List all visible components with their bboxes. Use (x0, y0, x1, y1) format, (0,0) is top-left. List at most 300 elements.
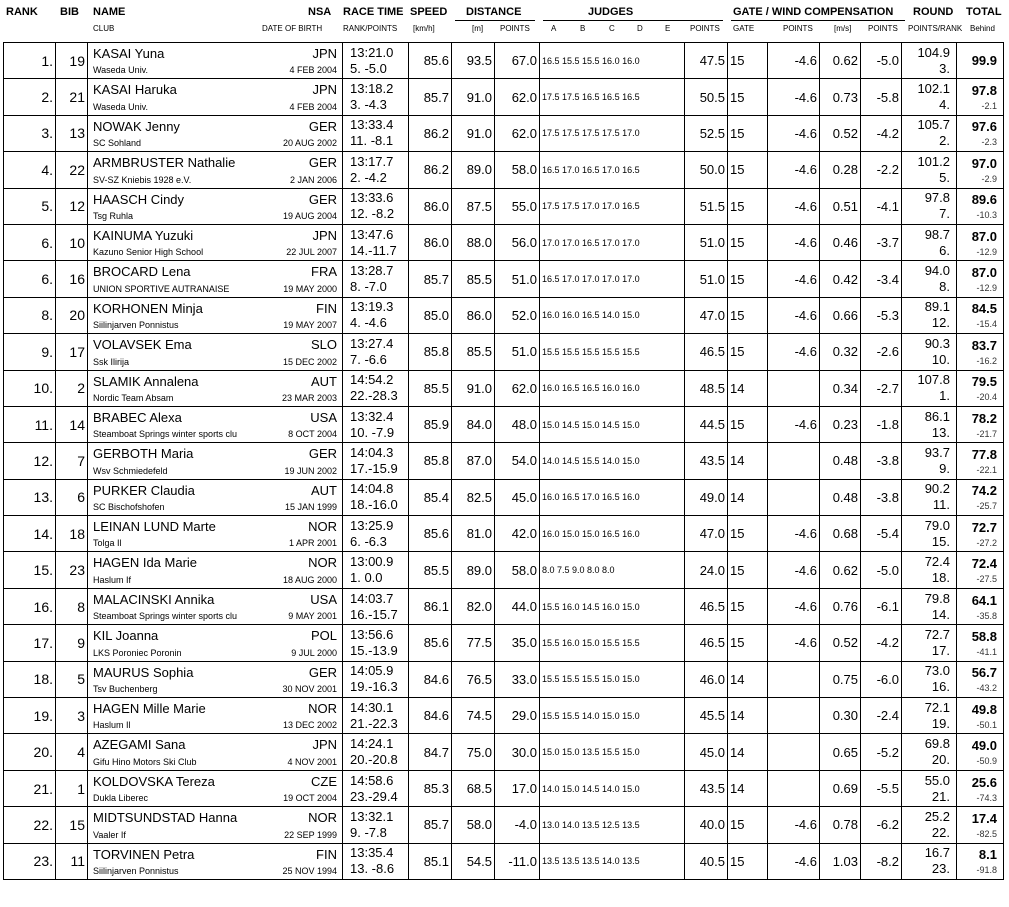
speed-cell: 85.6 (409, 516, 452, 552)
race-time-cell (343, 588, 409, 624)
judges-cell: 14.0 14.5 15.5 14.0 15.0 (540, 443, 685, 479)
round-rank: 21. (931, 788, 950, 804)
total-cell (957, 43, 1004, 79)
nation-code: NOR (308, 519, 337, 535)
speed-cell: 85.7 (409, 79, 452, 115)
bib-cell: 23 (56, 552, 88, 588)
nation-code: JPN (312, 82, 337, 98)
athlete-name: LEINAN LUND Marte (93, 519, 216, 535)
nation-code: NOR (308, 701, 337, 717)
gate-points-cell: -4.6 (768, 552, 820, 588)
birth-date: 15 JAN 1999 (284, 502, 337, 513)
behind-value: -12.9 (976, 246, 997, 257)
distance-cell: 68.5 (452, 770, 495, 806)
round-rank: 13. (931, 424, 950, 440)
distance-cell: 85.5 (452, 334, 495, 370)
birth-date: 19 MAY 2007 (283, 320, 337, 331)
judges-cell: 17.5 17.5 17.0 17.0 16.5 (540, 188, 685, 224)
behind-value: -12.9 (976, 283, 997, 294)
gate-points-cell: -4.6 (768, 625, 820, 661)
athlete-cell (88, 297, 343, 333)
total-points: 97.8 (971, 83, 997, 99)
gate-cell: 15 (728, 334, 768, 370)
bib-cell: 17 (56, 334, 88, 370)
rank-cell: 1. (4, 43, 56, 79)
header-speed-unit: [km/h] (413, 24, 435, 33)
total-points: 97.6 (971, 119, 997, 135)
table-row (4, 843, 1004, 879)
athlete-cell (88, 516, 343, 552)
wind-cell: 0.46 (820, 224, 861, 260)
judge-points-cell: 51.0 (685, 261, 728, 297)
club-name: Ssk Ilirija (93, 356, 130, 367)
round-cell (902, 43, 957, 79)
nation-code: GER (308, 191, 337, 207)
gate-points-cell: -4.6 (768, 115, 820, 151)
total-cell (957, 261, 1004, 297)
nation-code: CZE (311, 773, 337, 789)
distance-cell: 81.0 (452, 516, 495, 552)
total-cell (957, 588, 1004, 624)
behind-value: -91.8 (976, 865, 997, 876)
race-rank-points: 19.-16.3 (350, 679, 398, 695)
club-name: Dukla Liberec (93, 793, 149, 804)
race-rank-points: 4. -4.6 (350, 315, 387, 331)
athlete-cell (88, 188, 343, 224)
athlete-name: MAURUS Sophia (93, 664, 194, 680)
round-rank: 23. (931, 861, 950, 877)
club-name: Tsv Buchenberg (93, 684, 158, 695)
distance-points-cell: -11.0 (495, 843, 540, 879)
wind-cell: 0.78 (820, 807, 861, 843)
total-points: 89.6 (971, 192, 997, 208)
distance-cell: 91.0 (452, 115, 495, 151)
round-rank: 6. (939, 242, 950, 258)
nation-code: USA (310, 591, 337, 607)
race-rank-points: 13. -8.6 (350, 861, 395, 877)
round-points: 89.1 (924, 299, 950, 315)
bib-cell: 21 (56, 79, 88, 115)
judge-points-cell: 47.0 (685, 297, 728, 333)
athlete-name: BRABEC Alexa (93, 409, 182, 425)
wind-points-cell: -6.0 (861, 661, 902, 697)
wind-cell: 0.73 (820, 79, 861, 115)
wind-cell: 0.62 (820, 552, 861, 588)
behind-value: -20.4 (976, 392, 997, 403)
total-points: 72.4 (971, 556, 997, 572)
round-points: 94.0 (924, 263, 950, 279)
gate-cell: 15 (728, 552, 768, 588)
results-table (3, 42, 1004, 880)
athlete-name: HAGEN Ida Marie (93, 555, 198, 571)
round-rank: 7. (939, 206, 950, 222)
race-rank-points: 11. -8.1 (350, 133, 394, 149)
wind-cell: 0.75 (820, 661, 861, 697)
behind-value: -2.3 (981, 137, 997, 148)
round-rank: 8. (939, 279, 950, 295)
total-cell (957, 625, 1004, 661)
total-points: 74.2 (971, 483, 997, 499)
round-cell (902, 406, 957, 442)
judges-cell: 15.5 16.0 14.5 16.0 15.0 (540, 588, 685, 624)
gate-points-cell: -4.6 (768, 807, 820, 843)
header-rank-points: RANK/POINTS (343, 24, 398, 33)
gate-points-cell: -4.6 (768, 843, 820, 879)
round-cell (902, 625, 957, 661)
behind-value: -35.8 (976, 610, 997, 621)
bib-cell: 8 (56, 588, 88, 624)
birth-date: 15 DEC 2002 (282, 356, 337, 367)
bib-cell: 3 (56, 698, 88, 734)
total-points: 79.5 (971, 374, 997, 390)
wind-points-cell: -2.2 (861, 152, 902, 188)
judges-underline (543, 20, 723, 21)
total-cell (957, 698, 1004, 734)
judges-cell: 13.5 13.5 13.5 14.0 13.5 (540, 843, 685, 879)
birth-date: 18 AUG 2000 (282, 574, 337, 585)
header-judge-c: C (609, 24, 615, 33)
wind-points-cell: -5.2 (861, 734, 902, 770)
distance-cell: 74.5 (452, 698, 495, 734)
race-time: 13:21.0 (350, 44, 394, 60)
birth-date: 19 OCT 2004 (283, 793, 337, 804)
wind-points-cell: -4.1 (861, 188, 902, 224)
wind-points-cell: -3.8 (861, 443, 902, 479)
judges-cell: 15.0 14.5 15.0 14.5 15.0 (540, 406, 685, 442)
round-cell (902, 843, 957, 879)
round-points: 25.2 (924, 808, 950, 824)
behind-value: -50.9 (976, 756, 997, 767)
round-rank: 4. (939, 97, 950, 113)
race-rank-points: 5. -5.0 (350, 60, 387, 76)
gate-points-cell: -4.6 (768, 297, 820, 333)
total-points: 49.0 (971, 738, 997, 754)
club-name: Steamboat Springs winter sports clu (93, 611, 238, 622)
behind-value: -27.2 (976, 537, 997, 548)
distance-points-cell: 35.0 (495, 625, 540, 661)
race-time: 13:00.9 (350, 554, 394, 570)
distance-cell: 82.0 (452, 588, 495, 624)
wind-points-cell: -5.0 (861, 552, 902, 588)
total-points: 97.0 (971, 155, 997, 171)
gate-points-cell: -4.6 (768, 79, 820, 115)
rank-cell: 6. (4, 224, 56, 260)
athlete-name: KASAI Yuna (93, 46, 165, 61)
behind-value: -10.3 (976, 210, 997, 221)
header-speed: SPEED (410, 6, 448, 18)
club-name: Siilinjarven Ponnistus (93, 320, 179, 331)
distance-cell: 77.5 (452, 625, 495, 661)
round-cell (902, 661, 957, 697)
rank-cell: 14. (4, 516, 56, 552)
speed-cell: 85.8 (409, 443, 452, 479)
round-rank: 9. (939, 460, 950, 476)
speed-cell: 85.4 (409, 479, 452, 515)
club-name: LKS Poroniec Poronin (93, 647, 182, 658)
behind-value: -43.2 (976, 683, 997, 694)
athlete-cell (88, 625, 343, 661)
birth-date: 9 JUL 2000 (291, 647, 337, 658)
header-judge-d: D (637, 24, 643, 33)
total-points: 72.7 (971, 519, 997, 535)
athlete-cell (88, 770, 343, 806)
gate-points-cell: -4.6 (768, 516, 820, 552)
race-time-cell (343, 406, 409, 442)
athlete-cell (88, 552, 343, 588)
race-time-cell (343, 370, 409, 406)
header-bib: BIB (60, 6, 79, 18)
athlete-cell (88, 43, 343, 79)
race-time-cell (343, 552, 409, 588)
behind-value: -82.5 (976, 828, 997, 839)
speed-cell: 85.6 (409, 625, 452, 661)
bib-cell: 9 (56, 625, 88, 661)
distance-points-cell: 42.0 (495, 516, 540, 552)
judges-cell: 13.0 14.0 13.5 12.5 13.5 (540, 807, 685, 843)
table-row (4, 297, 1004, 333)
table-row (4, 516, 1004, 552)
athlete-cell (88, 406, 343, 442)
judge-points-cell: 46.5 (685, 334, 728, 370)
behind-value: -50.1 (976, 719, 997, 730)
race-time: 14:05.9 (350, 663, 394, 679)
total-points: 84.5 (971, 301, 997, 317)
rank-cell: 11. (4, 406, 56, 442)
header-wind-points: POINTS (868, 24, 898, 33)
nation-code: USA (310, 409, 337, 425)
athlete-name: KORHONEN Minja (93, 300, 203, 316)
wind-points-cell: -3.7 (861, 224, 902, 260)
race-time-cell (343, 734, 409, 770)
round-points: 16.7 (924, 845, 950, 861)
gate-cell: 14 (728, 698, 768, 734)
bib-cell: 20 (56, 297, 88, 333)
header-name: NAME (93, 6, 126, 18)
distance-points-cell: 17.0 (495, 770, 540, 806)
judges-cell: 16.0 15.0 15.0 16.5 16.0 (540, 516, 685, 552)
behind-value: -41.1 (976, 646, 997, 657)
nation-code: GER (308, 155, 337, 171)
total-cell (957, 552, 1004, 588)
race-time-cell (343, 224, 409, 260)
distance-points-cell: 62.0 (495, 370, 540, 406)
race-time-cell (343, 115, 409, 151)
round-points: 79.0 (924, 517, 950, 533)
gate-cell: 15 (728, 224, 768, 260)
rank-cell: 20. (4, 734, 56, 770)
bib-cell: 7 (56, 443, 88, 479)
wind-cell: 0.52 (820, 115, 861, 151)
total-points: 25.6 (971, 774, 997, 790)
judge-points-cell: 46.5 (685, 625, 728, 661)
judge-points-cell: 24.0 (685, 552, 728, 588)
round-points: 73.0 (924, 663, 950, 679)
race-time: 13:32.4 (350, 408, 394, 424)
wind-points-cell: -5.4 (861, 516, 902, 552)
round-cell (902, 79, 957, 115)
distance-cell: 93.5 (452, 43, 495, 79)
race-time: 13:17.7 (350, 153, 394, 169)
speed-cell: 86.2 (409, 115, 452, 151)
race-time: 13:28.7 (350, 263, 394, 279)
total-cell (957, 224, 1004, 260)
total-points: 78.2 (971, 410, 997, 426)
athlete-name: TORVINEN Petra (93, 846, 195, 862)
rank-cell: 12. (4, 443, 56, 479)
nation-code: FIN (316, 300, 337, 316)
distance-cell: 54.5 (452, 843, 495, 879)
nation-code: AUT (311, 482, 337, 498)
race-time: 13:33.4 (350, 117, 394, 133)
total-points: 58.8 (971, 628, 997, 644)
race-rank-points: 14.-11.7 (350, 242, 397, 258)
distance-points-cell: -4.0 (495, 807, 540, 843)
judges-cell: 15.5 16.0 15.0 15.5 15.5 (540, 625, 685, 661)
table-row (4, 79, 1004, 115)
race-time: 14:54.2 (350, 372, 394, 388)
wind-cell: 0.69 (820, 770, 861, 806)
race-rank-points: 9. -7.8 (350, 824, 387, 840)
total-cell (957, 516, 1004, 552)
race-time-cell (343, 188, 409, 224)
gate-points-cell: -4.6 (768, 152, 820, 188)
nation-code: SLO (310, 337, 337, 353)
athlete-name: HAASCH Cindy (93, 191, 185, 207)
total-cell (957, 443, 1004, 479)
table-row (4, 770, 1004, 806)
race-rank-points: 7. -6.6 (350, 351, 387, 367)
wind-cell: 0.23 (820, 406, 861, 442)
race-rank-points: 18.-16.0 (350, 497, 398, 513)
rank-cell: 10. (4, 370, 56, 406)
judges-cell: 16.5 17.0 16.5 17.0 16.5 (540, 152, 685, 188)
race-time: 13:25.9 (350, 517, 394, 533)
header-dob: DATE OF BIRTH (262, 24, 323, 33)
judges-cell: 16.0 16.5 16.5 16.0 16.0 (540, 370, 685, 406)
gate-cell: 14 (728, 734, 768, 770)
race-rank-points: 1. 0.0 (350, 570, 383, 586)
club-name: Steamboat Springs winter sports clu (93, 429, 238, 440)
wind-cell: 0.52 (820, 625, 861, 661)
rank-cell: 15. (4, 552, 56, 588)
total-cell (957, 479, 1004, 515)
athlete-cell (88, 734, 343, 770)
behind-value: -25.7 (976, 501, 997, 512)
total-cell (957, 406, 1004, 442)
bib-cell: 18 (56, 516, 88, 552)
race-time: 13:33.6 (350, 190, 394, 206)
race-rank-points: 2. -4.2 (350, 169, 387, 185)
distance-points-cell: 45.0 (495, 479, 540, 515)
birth-date: 23 MAR 2003 (281, 392, 337, 403)
total-cell (957, 661, 1004, 697)
round-cell (902, 479, 957, 515)
club-name: Vaaler If (93, 829, 126, 840)
athlete-cell (88, 807, 343, 843)
table-row (4, 734, 1004, 770)
round-rank: 12. (931, 315, 950, 331)
round-cell (902, 516, 957, 552)
speed-cell: 85.7 (409, 807, 452, 843)
athlete-cell (88, 79, 343, 115)
round-points: 90.2 (924, 481, 950, 497)
athlete-name: PURKER Claudia (93, 482, 195, 498)
athlete-cell (88, 115, 343, 151)
header-total-sub: Behind (970, 24, 995, 33)
race-rank-points: 23.-29.4 (350, 788, 398, 804)
behind-value: -16.2 (976, 355, 997, 366)
total-points: 87.0 (971, 228, 997, 244)
gate-cell: 14 (728, 661, 768, 697)
round-cell (902, 334, 957, 370)
gate-cell: 14 (728, 370, 768, 406)
round-rank: 15. (931, 533, 950, 549)
race-time: 14:04.3 (350, 444, 394, 460)
judge-points-cell: 52.5 (685, 115, 728, 151)
wind-cell: 0.30 (820, 698, 861, 734)
race-rank-points: 15.-13.9 (350, 642, 398, 658)
athlete-name: KIL Joanna (93, 628, 159, 644)
judge-points-cell: 40.5 (685, 843, 728, 879)
race-rank-points: 16.-15.7 (350, 606, 398, 622)
header-round: ROUND (913, 6, 954, 18)
behind-value: -21.7 (976, 428, 997, 439)
round-points: 97.8 (924, 190, 950, 206)
rank-cell: 13. (4, 479, 56, 515)
bib-cell: 13 (56, 115, 88, 151)
club-name: Tsg Ruhla (93, 210, 134, 221)
judge-points-cell: 43.5 (685, 443, 728, 479)
round-rank: 5. (939, 169, 950, 185)
athlete-name: MIDTSUNDSTAD Hanna (93, 810, 238, 826)
wind-points-cell: -2.6 (861, 334, 902, 370)
gate-points-cell (768, 479, 820, 515)
wind-cell: 0.42 (820, 261, 861, 297)
distance-points-cell: 48.0 (495, 406, 540, 442)
club-name: SC Bischofshofen (93, 502, 165, 513)
round-rank: 18. (931, 570, 950, 586)
speed-cell: 86.1 (409, 588, 452, 624)
race-rank-points: 17.-15.9 (350, 460, 398, 476)
round-rank: 16. (931, 679, 950, 695)
race-time-cell (343, 698, 409, 734)
round-rank: 1. (939, 388, 950, 404)
bib-cell: 12 (56, 188, 88, 224)
speed-cell: 85.5 (409, 552, 452, 588)
race-rank-points: 3. -4.3 (350, 97, 387, 113)
judge-points-cell: 51.5 (685, 188, 728, 224)
total-points: 77.8 (971, 446, 997, 462)
wind-cell: 0.62 (820, 43, 861, 79)
header-nsa: NSA (308, 6, 332, 18)
gate-cell: 15 (728, 625, 768, 661)
wind-points-cell: -6.1 (861, 588, 902, 624)
rank-cell: 23. (4, 843, 56, 879)
distance-points-cell: 67.0 (495, 43, 540, 79)
race-time-cell (343, 625, 409, 661)
race-time-cell (343, 79, 409, 115)
distance-cell: 88.0 (452, 224, 495, 260)
wind-points-cell: -4.2 (861, 625, 902, 661)
speed-cell: 85.8 (409, 334, 452, 370)
race-time-cell (343, 261, 409, 297)
birth-date: 19 AUG 2004 (282, 210, 337, 221)
behind-value: -22.1 (976, 464, 997, 475)
gate-cell: 15 (728, 588, 768, 624)
results-header (0, 0, 1009, 40)
race-time-cell (343, 770, 409, 806)
wind-points-cell: -2.4 (861, 698, 902, 734)
